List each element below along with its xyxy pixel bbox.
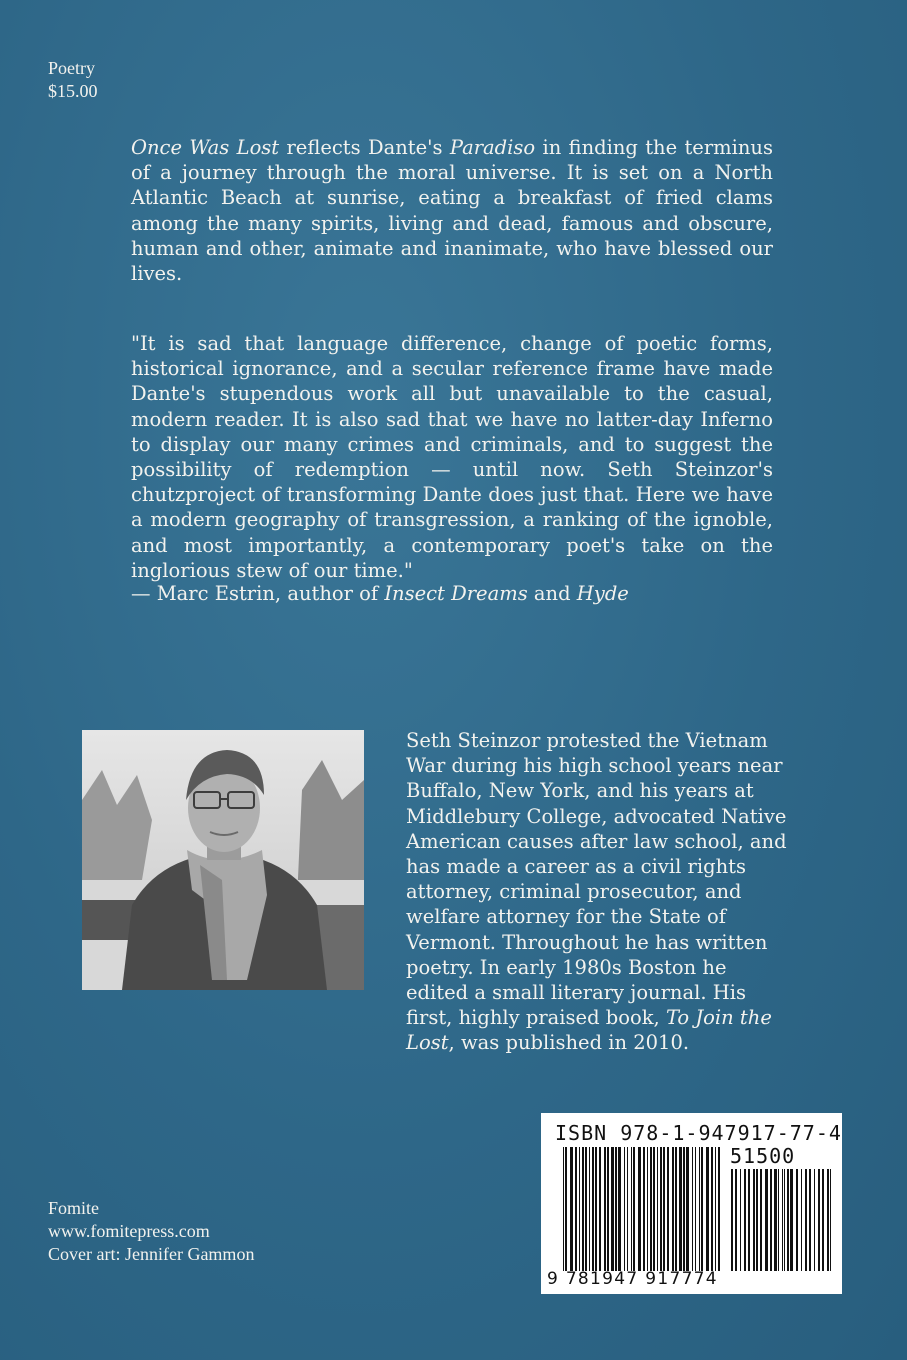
barcode-bar xyxy=(657,1147,658,1271)
publisher-name: Fomite xyxy=(48,1198,100,1218)
barcode-bar xyxy=(822,1169,824,1271)
barcode-bar xyxy=(718,1147,720,1271)
attribution-book-1: Insect Dreams xyxy=(384,582,528,605)
genre-label: Poetry xyxy=(48,58,95,78)
price-code-label: 51500 xyxy=(730,1144,796,1168)
attribution-and: and xyxy=(527,582,577,605)
blurb-title: Once Was Lost xyxy=(131,136,280,159)
price-label: $15.00 xyxy=(48,81,98,101)
attribution-book-2: Hyde xyxy=(576,582,629,605)
barcode-bar xyxy=(592,1147,594,1271)
barcode-bar xyxy=(589,1147,590,1271)
bio-line: American causes after law school, and xyxy=(406,829,787,853)
barcode-bar xyxy=(805,1169,807,1271)
barcode-bar xyxy=(735,1169,737,1271)
barcode-bar xyxy=(599,1147,601,1271)
bio-line: Vermont. Throughout he has written xyxy=(406,930,768,954)
barcode-bar xyxy=(570,1147,573,1271)
author-bio xyxy=(406,728,806,1056)
bio-book-title-b: Lost xyxy=(406,1031,449,1055)
barcode-bar xyxy=(744,1169,746,1271)
barcode-bar xyxy=(784,1169,785,1271)
barcode-bar xyxy=(699,1147,700,1271)
barcode-bar xyxy=(582,1147,584,1271)
publisher-info xyxy=(48,1197,254,1266)
barcode-bar xyxy=(715,1147,716,1271)
barcode-bar xyxy=(683,1147,685,1271)
barcode-bar xyxy=(686,1147,689,1271)
publisher-url: www.fomitepress.com xyxy=(48,1221,210,1241)
bio-line: War during his high school years near xyxy=(406,754,783,778)
bio-line: poetry. In early 1980s Boston he xyxy=(406,955,727,979)
barcode-bar xyxy=(647,1147,648,1271)
bio-line: has made a career as a civil rights xyxy=(406,855,746,879)
barcode-bar xyxy=(711,1147,713,1271)
bio-line: attorney, criminal prosecutor, and xyxy=(406,880,742,904)
isbn-label: ISBN 978-1-947917-77-4 xyxy=(555,1121,842,1145)
barcode-bar xyxy=(675,1147,677,1271)
barcode-bar xyxy=(765,1169,768,1271)
barcode-bar xyxy=(760,1169,762,1271)
author-portrait-image xyxy=(82,730,364,990)
barcode-bar xyxy=(618,1147,621,1271)
bio-line: edited a small literary journal. His xyxy=(406,981,747,1005)
barcode-bar xyxy=(796,1169,798,1271)
barcode-bar xyxy=(706,1147,709,1271)
bio-line-13-suffix: , was published in 2010. xyxy=(448,1031,690,1055)
barcode-bar xyxy=(778,1169,779,1271)
bio-line xyxy=(406,1005,806,1030)
barcode-bar xyxy=(633,1147,635,1271)
barcode-bar xyxy=(604,1147,606,1271)
book-blurb xyxy=(131,135,773,286)
barcode-bar xyxy=(660,1147,662,1271)
barcode-bar xyxy=(753,1169,755,1271)
barcode-bar xyxy=(801,1169,802,1271)
barcode-bar xyxy=(585,1147,587,1271)
barcode-bar xyxy=(565,1147,567,1271)
barcode-bar xyxy=(575,1147,577,1271)
bio-line: welfare attorney for the State of xyxy=(406,905,727,929)
barcode-bar xyxy=(695,1147,696,1271)
bio-line: Middlebury College, advocated Native xyxy=(406,804,787,828)
barcode-bar xyxy=(611,1147,614,1271)
ean-digits-label: 9 781947 917774 xyxy=(547,1269,718,1289)
barcode-bar xyxy=(809,1169,811,1271)
barcode-bar xyxy=(774,1169,777,1271)
bio-line: Seth Steinzor protested the Vietnam xyxy=(406,729,768,752)
blurb-text-1: reflects Dante's xyxy=(279,136,450,159)
author-photo xyxy=(82,730,364,990)
barcode-bar xyxy=(638,1147,641,1271)
barcode-bar xyxy=(624,1147,625,1271)
bio-line: Buffalo, New York, and his years at xyxy=(406,779,754,803)
barcode-bar xyxy=(814,1169,815,1271)
barcode-bar xyxy=(650,1147,652,1271)
barcode-bar xyxy=(748,1169,750,1271)
barcode-bar xyxy=(563,1147,564,1271)
attribution-prefix: — Marc Estrin, author of xyxy=(131,582,385,605)
barcode-bar xyxy=(595,1147,597,1271)
barcode-bar xyxy=(653,1147,655,1271)
barcode-bar xyxy=(701,1147,703,1271)
barcode-bar xyxy=(643,1147,645,1271)
barcode-bar xyxy=(679,1147,682,1271)
genre-price-tag xyxy=(48,57,98,103)
barcode-bar xyxy=(663,1147,665,1271)
barcode-bar xyxy=(740,1169,741,1271)
barcode-bar xyxy=(615,1147,617,1271)
bio-book-title-a: To Join the xyxy=(665,1006,772,1030)
barcode-bar xyxy=(627,1147,628,1271)
barcode-bar xyxy=(827,1169,829,1271)
barcode-bar xyxy=(782,1169,783,1271)
barcode-bar xyxy=(692,1147,693,1271)
barcode-bar xyxy=(667,1147,669,1271)
barcode-bar xyxy=(756,1169,758,1271)
barcode-bar xyxy=(672,1147,674,1271)
blurb-work: Paradiso xyxy=(449,136,536,159)
barcode-bar xyxy=(731,1169,733,1271)
quote-attribution xyxy=(131,581,629,606)
barcode-bar xyxy=(818,1169,820,1271)
barcode-bar xyxy=(770,1169,772,1271)
barcode-bar xyxy=(790,1169,793,1271)
barcode-bars xyxy=(541,1113,842,1294)
cover-art-credit: Cover art: Jennifer Gammon xyxy=(48,1244,255,1264)
barcode-bar xyxy=(579,1147,580,1271)
barcode-bar xyxy=(830,1169,831,1271)
barcode-bar xyxy=(787,1169,789,1271)
barcode-bar xyxy=(607,1147,609,1271)
review-quote: "It is sad that language difference, change of poetic forms, historical ignorance, and a secular reference frame have made Dante's stupendous work all but unavailable to the casual, modern reader. It is also sad that we have no latter-day Inferno to display our many crimes and criminals, and to suggest the possibility of redemption — until now. Seth Steinzor's chutzproject of transforming Dante does just that. Here we have a modern geography of transgression, a ranking of the ignoble, and most importantly, a contemporary poet's take on the inglorious stew of our time." xyxy=(131,332,773,582)
isbn-barcode xyxy=(541,1113,842,1294)
bio-line-12-prefix: first, highly praised book, xyxy=(406,1006,666,1030)
bio-line xyxy=(406,1030,806,1055)
blurb-text-2: in finding the terminus of a journey through the moral universe. It is set on a North Atlantic Beach at sunrise, eating a breakfast of fried clams among the many spirits, living and dead, famous and obscure, human and other, animate and inanimate, who have blessed our lives. xyxy=(131,136,773,286)
barcode-bar xyxy=(631,1147,632,1271)
